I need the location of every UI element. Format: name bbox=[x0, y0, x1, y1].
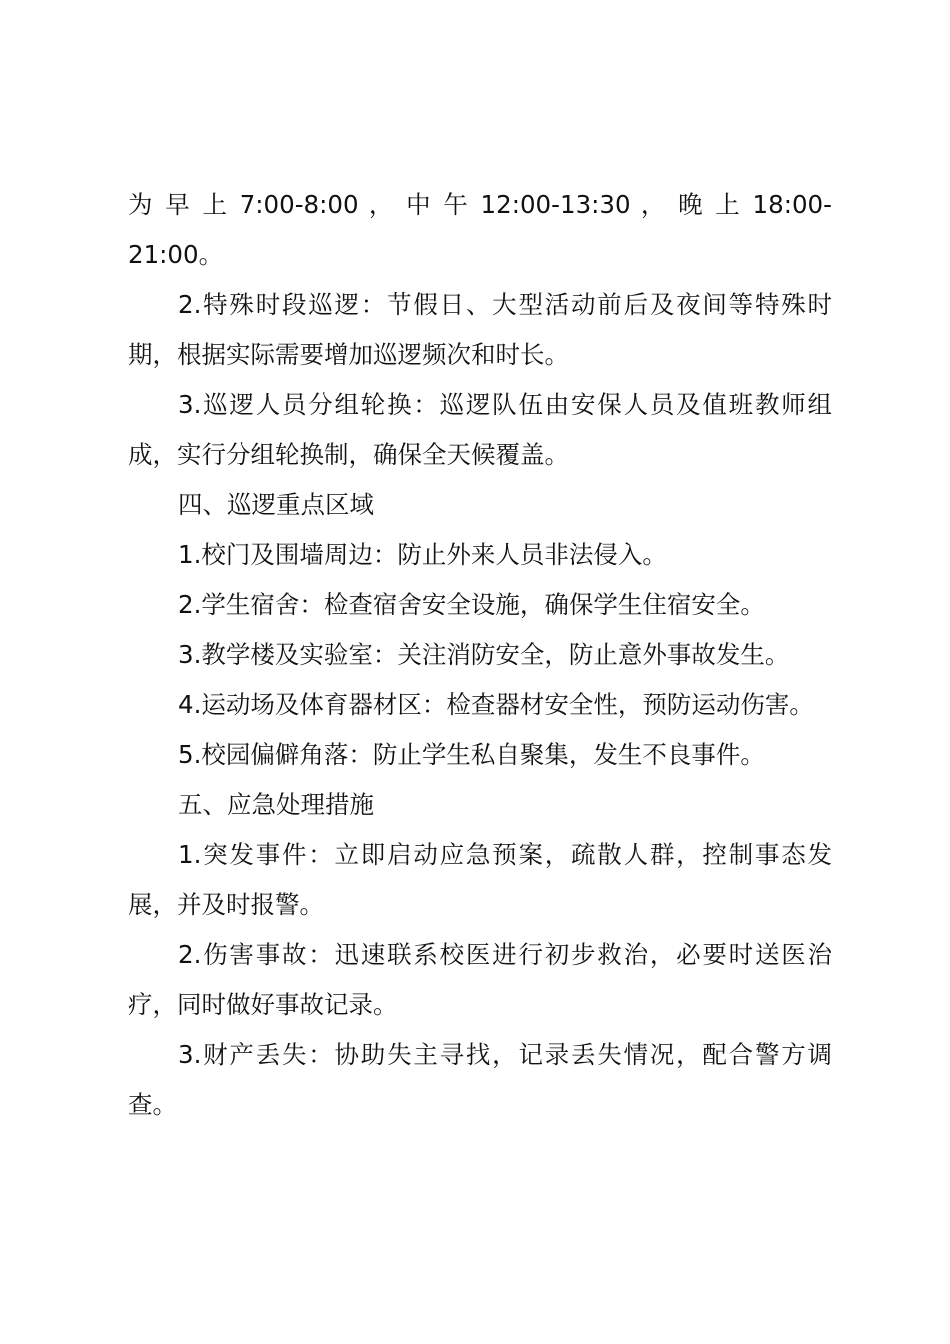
paragraph-patrol-rotation: 3.巡逻人员分组轮换：巡逻队伍由安保人员及值班教师组成，实行分组轮换制，确保全天候覆盖。 bbox=[128, 390, 832, 469]
paragraph-property-loss: 3.财产丢失：协助失主寻找，记录丢失情况，配合警方调查。 bbox=[128, 1040, 832, 1119]
paragraph-emergency-events: 1.突发事件：立即启动应急预案，疏散人群，控制事态发展，并及时报警。 bbox=[128, 840, 832, 919]
paragraph-dormitory: 2.学生宿舍：检查宿舍安全设施，确保学生住宿安全。 bbox=[178, 590, 765, 619]
paragraph-special-period-patrol: 2.特殊时段巡逻：节假日、大型活动前后及夜间等特殊时期，根据实际需要增加巡逻频次和时长。 bbox=[128, 290, 832, 369]
paragraph-remote-corners: 5.校园偏僻角落：防止学生私自聚集，发生不良事件。 bbox=[178, 740, 765, 769]
paragraph-school-gate: 1.校门及围墙周边：防止外来人员非法侵入。 bbox=[178, 540, 667, 569]
paragraph-teaching-building: 3.教学楼及实验室：关注消防安全，防止意外事故发生。 bbox=[178, 640, 790, 669]
section-heading-patrol-areas: 四、巡逻重点区域 bbox=[178, 490, 374, 519]
document-page bbox=[128, 180, 832, 1130]
section-heading-emergency-measures: 五、应急处理措施 bbox=[178, 790, 374, 819]
paragraph-patrol-times-line1: 为 早 上 7:00-8:00 ， 中 午 12:00-13:30 ， 晚 上 18:00- bbox=[128, 190, 832, 219]
paragraph-injury-accidents: 2.伤害事故：迅速联系校医进行初步救治，必要时送医治疗，同时做好事故记录。 bbox=[128, 940, 832, 1019]
paragraph-patrol-times-line2: 21:00。 bbox=[128, 240, 224, 269]
paragraph-sports-field: 4.运动场及体育器材区：检查器材安全性，预防运动伤害。 bbox=[178, 690, 814, 719]
